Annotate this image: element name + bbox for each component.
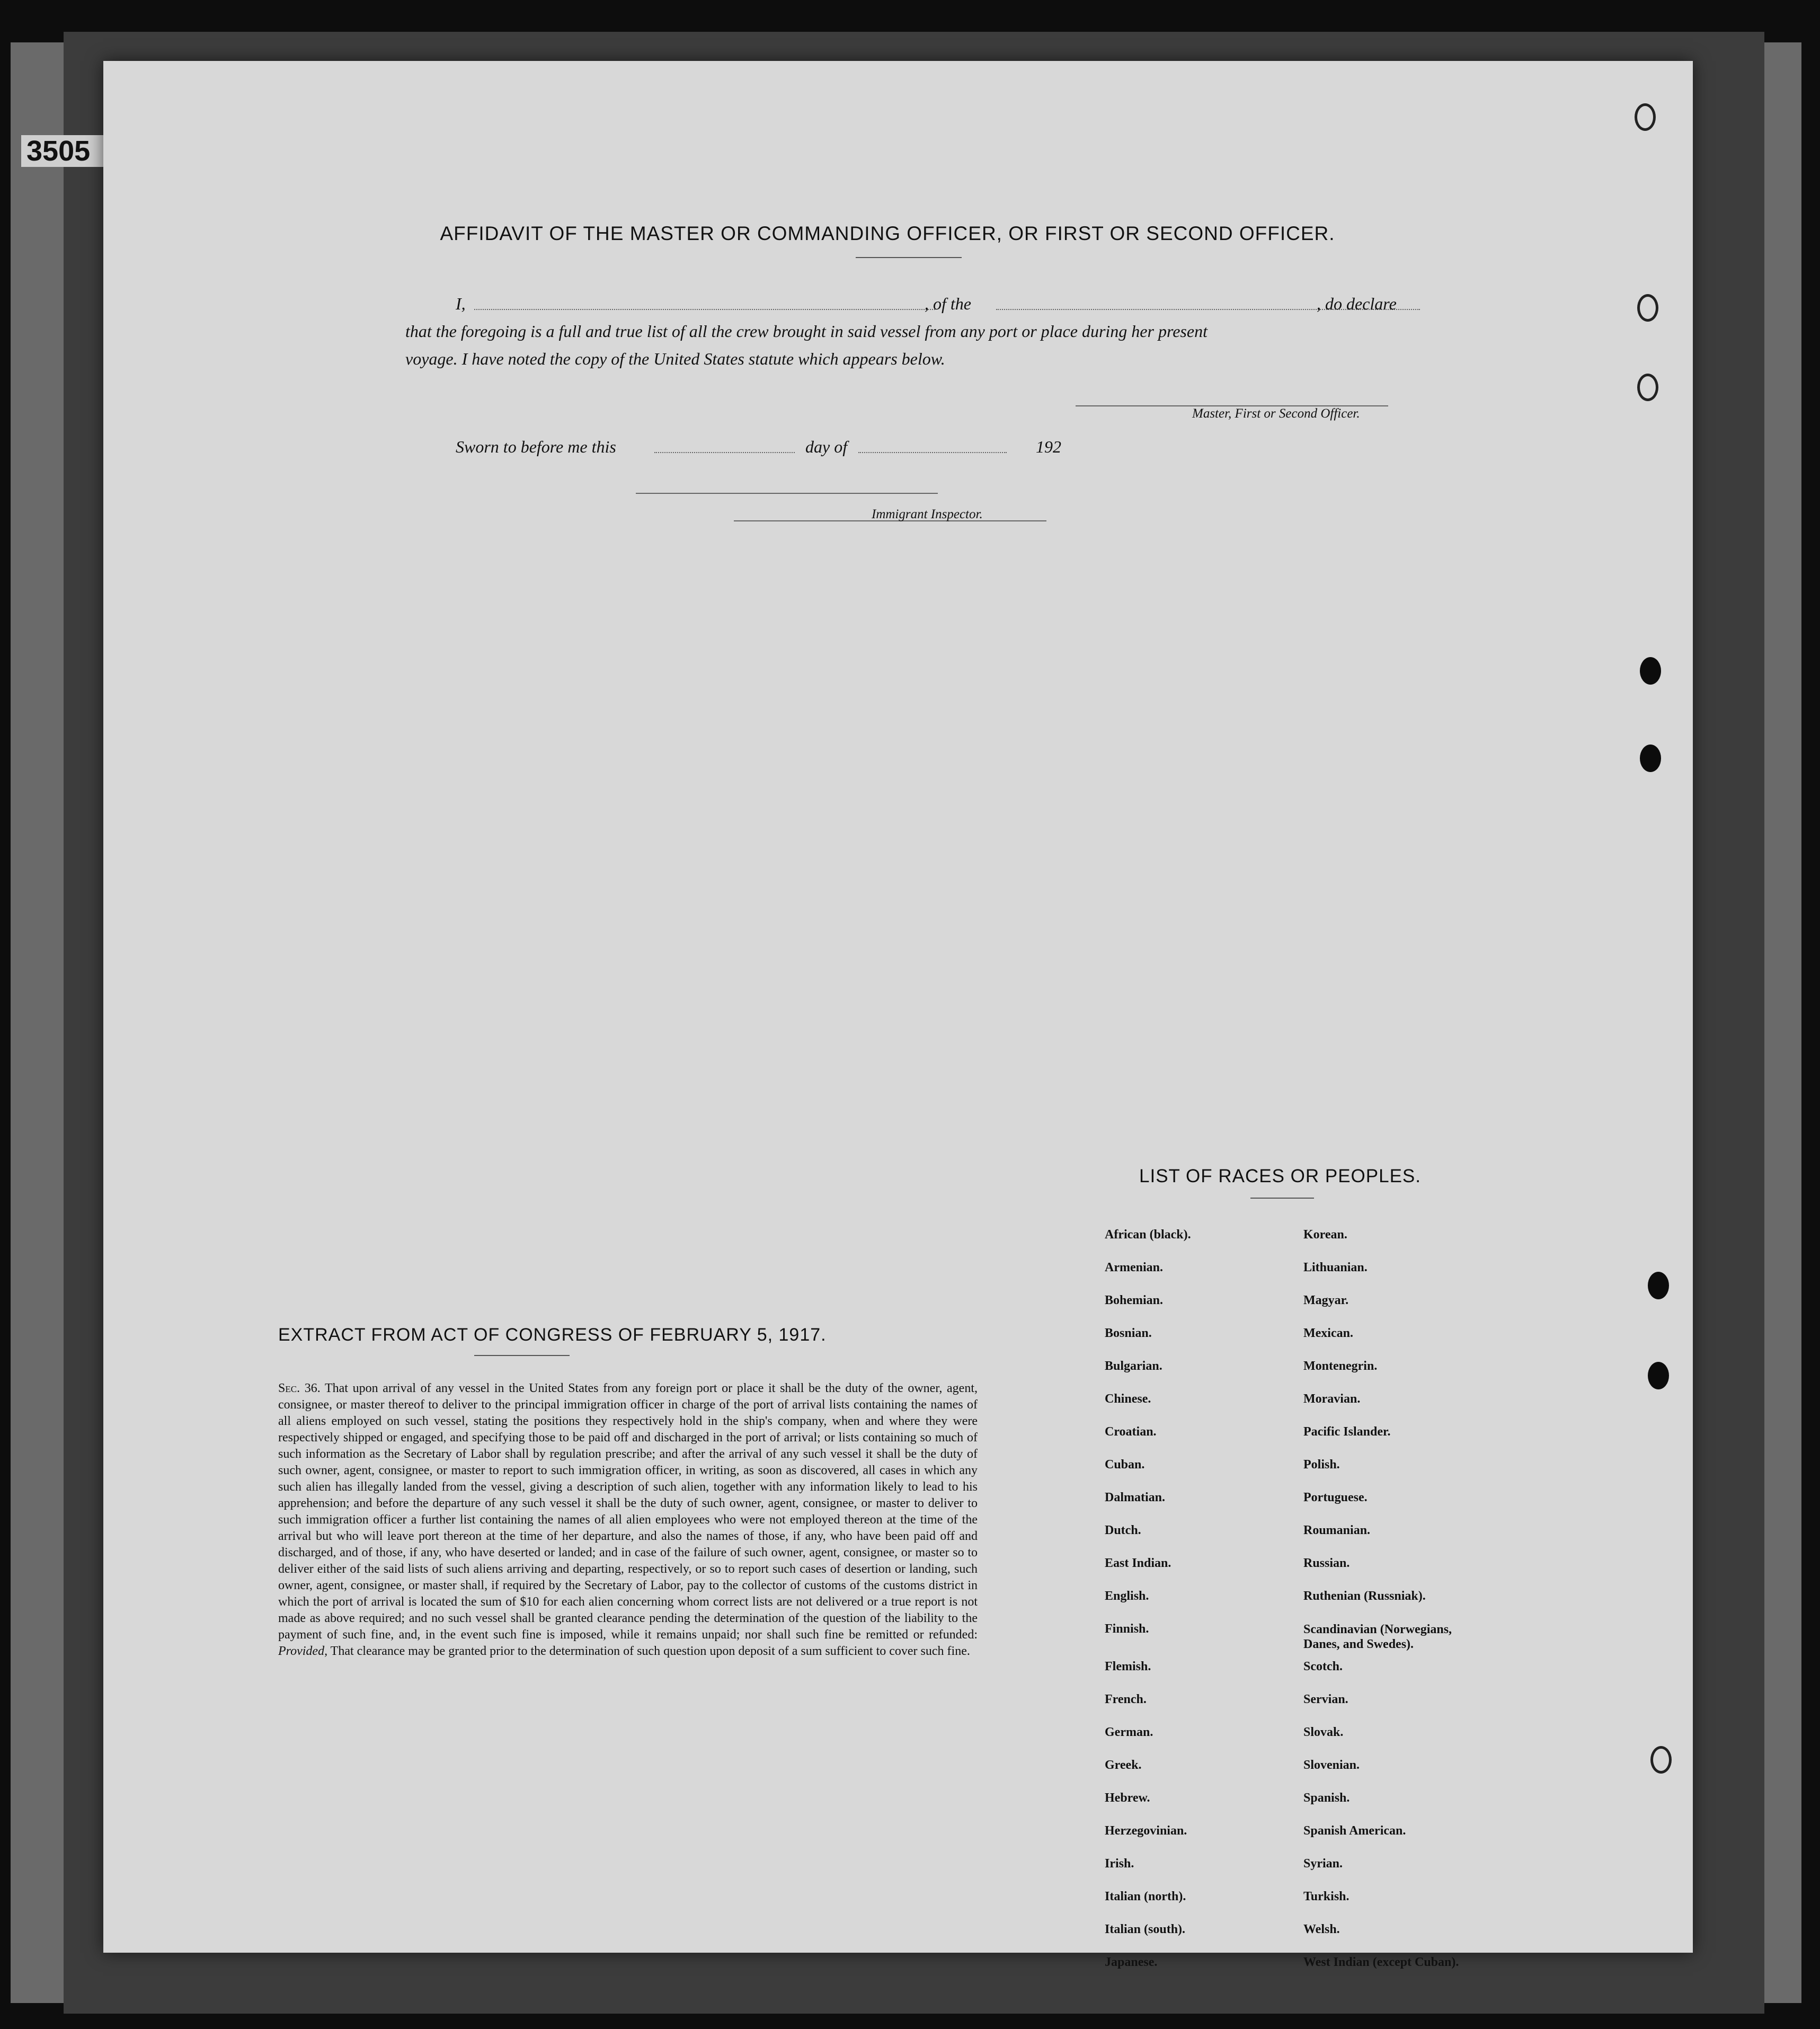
signature-label: Master, First or Second Officer. xyxy=(1192,406,1360,421)
race-item: Magyar. xyxy=(1303,1293,1349,1307)
race-item: Scandinavian (Norwegians, Danes, and Swedes). xyxy=(1303,1623,1452,1651)
extract-text xyxy=(278,1380,978,1660)
race-item: Italian (south). xyxy=(1105,1922,1186,1936)
race-item: Finnish. xyxy=(1105,1622,1149,1636)
extract-title: EXTRACT FROM ACT OF CONGRESS OF FEBRUARY 5, 1917. xyxy=(278,1325,827,1345)
race-item: Ruthenian (Russniak). xyxy=(1303,1589,1426,1603)
race-item: Moravian. xyxy=(1303,1392,1361,1406)
binder-hole xyxy=(1648,1272,1669,1299)
race-item: Scotch. xyxy=(1303,1660,1343,1673)
race-item: Portuguese. xyxy=(1303,1491,1368,1504)
binder-hole xyxy=(1640,745,1661,772)
race-item: Servian. xyxy=(1303,1693,1348,1706)
affidavit-of-the: , of the xyxy=(925,294,971,313)
inspector-label: Immigrant Inspector. xyxy=(872,507,983,521)
race-item: English. xyxy=(1105,1589,1149,1603)
title-divider xyxy=(856,257,962,258)
race-item: Hebrew. xyxy=(1105,1791,1150,1805)
binder-hole xyxy=(1637,294,1658,322)
races-title: LIST OF RACES OR PEOPLES. xyxy=(1139,1166,1422,1186)
race-item: Lithuanian. xyxy=(1303,1261,1368,1274)
race-item: Montenegrin. xyxy=(1303,1359,1378,1373)
race-item: Dutch. xyxy=(1105,1523,1141,1537)
race-item: Roumanian. xyxy=(1303,1523,1371,1537)
race-item: Croatian. xyxy=(1105,1425,1157,1439)
section-text-a: That upon arrival of any vessel in the United States from any foreign port or place it shall be the duty of the owner, agent, consignee, or master thereof to deliver to the principal immigration officer in charge of the port of arrival lists containing the names of all aliens employed on such vessel, stating the positions they respectively hold in the ship's company, when and where they were respectively shipped or engaged, and specifying those to be paid off and discharged in the port of arrival; or lists containing so much of such information as the Secretary of Labor shall by regulation prescribe; and after the arrival of any such vessel it shall be the duty of such owner, agent, consignee, or master to report to such immigration officer, in writing, as soon as discovered, all cases in which any such alien has illegally landed from the vessel, giving a description of such alien, together with any information likely to lead to his apprehension; and before the departure of any such vessel it shall be the duty of such owner, agent, consignee, or master to deliver to such immigration officer a further list containing the names of all alien employees who were not employed thereon at the time of the arrival but who will leave port thereon at the time of her departure, and also the names of those, if any, who have been paid off and discharged, and of those, if any, who have deserted or landed; and in case of the failure of such owner, agent, consignee, or master so to deliver either of the said lists of such aliens arriving and departing, respectively, or so to report such cases of desertion or landing, such owner, agent, consignee, or master shall, if required by the Secretary of Labor, pay to the collector of customs of the customs district in which the port of arrival is located the sum of $10 for each alien concerning whom correct lists are not delivered or a true report is not made as above required; and no such vessel shall be granted clearance pending the determination of the question of the liability to the payment of such fine, and, in the event such fine is imposed, while it remains unpaid; nor shall such fine be remitted or refunded: xyxy=(278,1381,978,1642)
race-item: East Indian. xyxy=(1105,1556,1171,1570)
race-item: Flemish. xyxy=(1105,1660,1151,1673)
race-item: Bosnian. xyxy=(1105,1326,1152,1340)
race-item: Armenian. xyxy=(1105,1261,1163,1274)
race-item: French. xyxy=(1105,1693,1147,1706)
race-item: Irish. xyxy=(1105,1857,1134,1871)
race-item: Spanish. xyxy=(1303,1791,1350,1805)
sworn-year: 192 xyxy=(1036,437,1061,456)
races-divider xyxy=(1250,1198,1314,1199)
affidavit-declare: , do declare xyxy=(1317,294,1397,313)
race-item: Polish. xyxy=(1303,1458,1340,1472)
race-item: Russian. xyxy=(1303,1556,1350,1570)
section-text-b: That clearance may be granted prior to the determination of such question upon deposit of a sum sufficient to cover such fine. xyxy=(330,1644,970,1658)
document-page xyxy=(103,61,1693,1969)
race-item: Dalmatian. xyxy=(1105,1491,1165,1504)
race-item: Cuban. xyxy=(1105,1458,1145,1472)
race-item: German. xyxy=(1105,1725,1153,1739)
day-blank xyxy=(654,452,795,453)
race-item: Chinese. xyxy=(1105,1392,1151,1406)
race-item: Slovak. xyxy=(1303,1725,1344,1739)
inspector-line-1 xyxy=(636,493,938,494)
race-item: Pacific Islander. xyxy=(1303,1425,1391,1439)
race-item: Turkish. xyxy=(1303,1890,1350,1903)
binder-hole xyxy=(1635,103,1656,131)
stub-number: 3505 xyxy=(21,135,117,167)
race-item: Japanese. xyxy=(1105,1955,1158,1969)
race-item: West Indian (except Cuban). xyxy=(1303,1955,1459,1969)
affidavit-title: AFFIDAVIT OF THE MASTER OR COMMANDING OFFICER, OR FIRST OR SECOND OFFICER. xyxy=(440,223,1335,244)
race-item: Slovenian. xyxy=(1303,1758,1360,1772)
race-item: African (black). xyxy=(1105,1228,1191,1242)
race-item: Welsh. xyxy=(1303,1922,1340,1936)
race-item: Herzegovinian. xyxy=(1105,1824,1187,1838)
extract-divider xyxy=(474,1355,570,1356)
race-item: Greek. xyxy=(1105,1758,1142,1772)
month-blank xyxy=(858,452,1007,453)
name-blank xyxy=(474,309,935,310)
binder-hole xyxy=(1648,1362,1669,1389)
race-item: Bohemian. xyxy=(1105,1293,1164,1307)
affidavit-line-3: voyage. I have noted the copy of the United States statute which appears below. xyxy=(405,349,945,368)
binder-hole xyxy=(1650,1746,1672,1774)
sworn-day-of: day of xyxy=(805,437,848,456)
race-item: Spanish American. xyxy=(1303,1824,1406,1838)
binder-hole xyxy=(1637,374,1658,401)
affidavit-i: I, xyxy=(456,294,466,313)
provided-word: Provided, xyxy=(278,1644,328,1658)
race-item: Bulgarian. xyxy=(1105,1359,1162,1373)
sworn-text: Sworn to before me this xyxy=(456,437,616,456)
section-label: Sec. 36. xyxy=(278,1381,321,1395)
race-item: Korean. xyxy=(1303,1228,1347,1242)
race-item: Italian (north). xyxy=(1105,1890,1186,1903)
binder-hole xyxy=(1640,657,1661,685)
affidavit-line-2: that the foregoing is a full and true list of all the crew brought in said vessel from any port or place during her present xyxy=(405,322,1208,341)
race-item: Syrian. xyxy=(1303,1857,1343,1871)
race-item: Mexican. xyxy=(1303,1326,1353,1340)
